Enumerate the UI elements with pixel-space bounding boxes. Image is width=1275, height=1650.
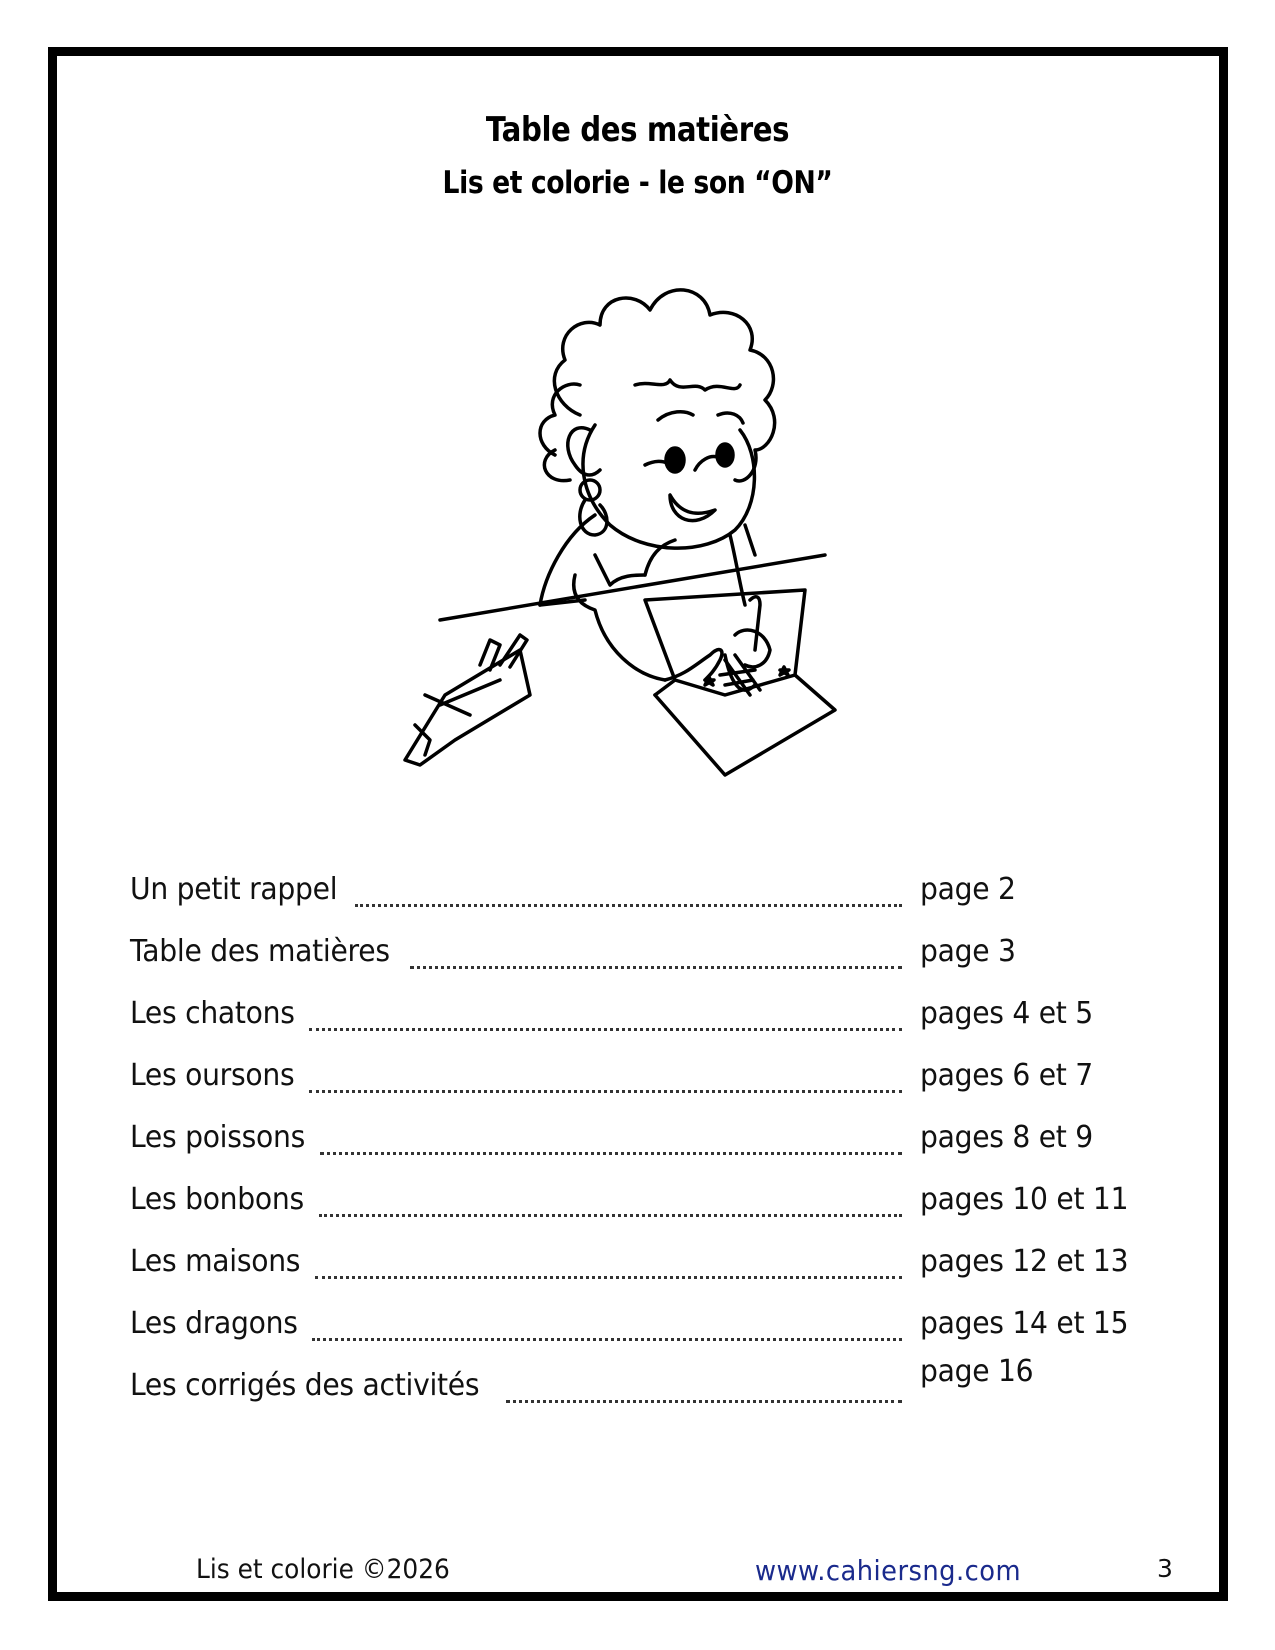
toc-entry-page: page 2 [920, 872, 1016, 907]
toc-entry[interactable] [130, 1244, 1150, 1306]
dot-leader [355, 874, 902, 907]
dot-leader [309, 998, 902, 1031]
page-title: Table des matières [485, 110, 790, 150]
coloring-illustration-icon [395, 255, 855, 795]
toc-entry-page: page 3 [920, 934, 1016, 969]
dot-leader [320, 1122, 902, 1155]
dot-leader [319, 1184, 902, 1217]
dot-leader [309, 1060, 902, 1093]
toc-entry-page: pages 12 et 13 [920, 1244, 1129, 1279]
toc-entry-page: pages 14 et 15 [920, 1306, 1129, 1341]
toc-entry-label: Les chatons [130, 996, 295, 1031]
toc-entry[interactable] [130, 934, 1150, 996]
dot-leader [506, 1370, 902, 1403]
toc-entry-label: Les bonbons [130, 1182, 304, 1217]
toc-entry[interactable] [130, 872, 1150, 934]
toc-entry[interactable] [130, 1058, 1150, 1120]
toc-entry-page: pages 8 et 9 [920, 1120, 1093, 1155]
toc-entry-page: pages 10 et 11 [920, 1182, 1129, 1217]
toc-entry[interactable] [130, 1120, 1150, 1182]
toc-entry-page: pages 4 et 5 [920, 996, 1093, 1031]
website-link[interactable]: www.cahiersng.com [755, 1554, 1022, 1587]
toc-entry-label: Table des matières [130, 934, 390, 969]
toc-entry-label: Les maisons [130, 1244, 301, 1279]
page-subtitle: Lis et colorie - le son “ON” [442, 165, 833, 201]
toc-entry[interactable] [130, 996, 1150, 1058]
toc-entry-label: Un petit rappel [130, 872, 338, 907]
dot-leader [312, 1308, 902, 1341]
toc-entry-page: page 16 [920, 1354, 1034, 1389]
dot-leader [315, 1246, 902, 1279]
footer-copyright: Lis et colorie ©2026 [196, 1554, 450, 1585]
table-of-contents [130, 872, 1150, 1430]
toc-entry-label: Les poissons [130, 1120, 306, 1155]
page-number: 3 [1157, 1554, 1173, 1583]
toc-entry[interactable] [130, 1354, 1150, 1430]
dot-leader [410, 936, 902, 969]
toc-entry-page: pages 6 et 7 [920, 1058, 1093, 1093]
toc-entry-label: Les dragons [130, 1306, 298, 1341]
toc-entry-label: Les corrigés des activités [130, 1368, 480, 1403]
toc-entry[interactable] [130, 1182, 1150, 1244]
toc-entry-label: Les oursons [130, 1058, 295, 1093]
